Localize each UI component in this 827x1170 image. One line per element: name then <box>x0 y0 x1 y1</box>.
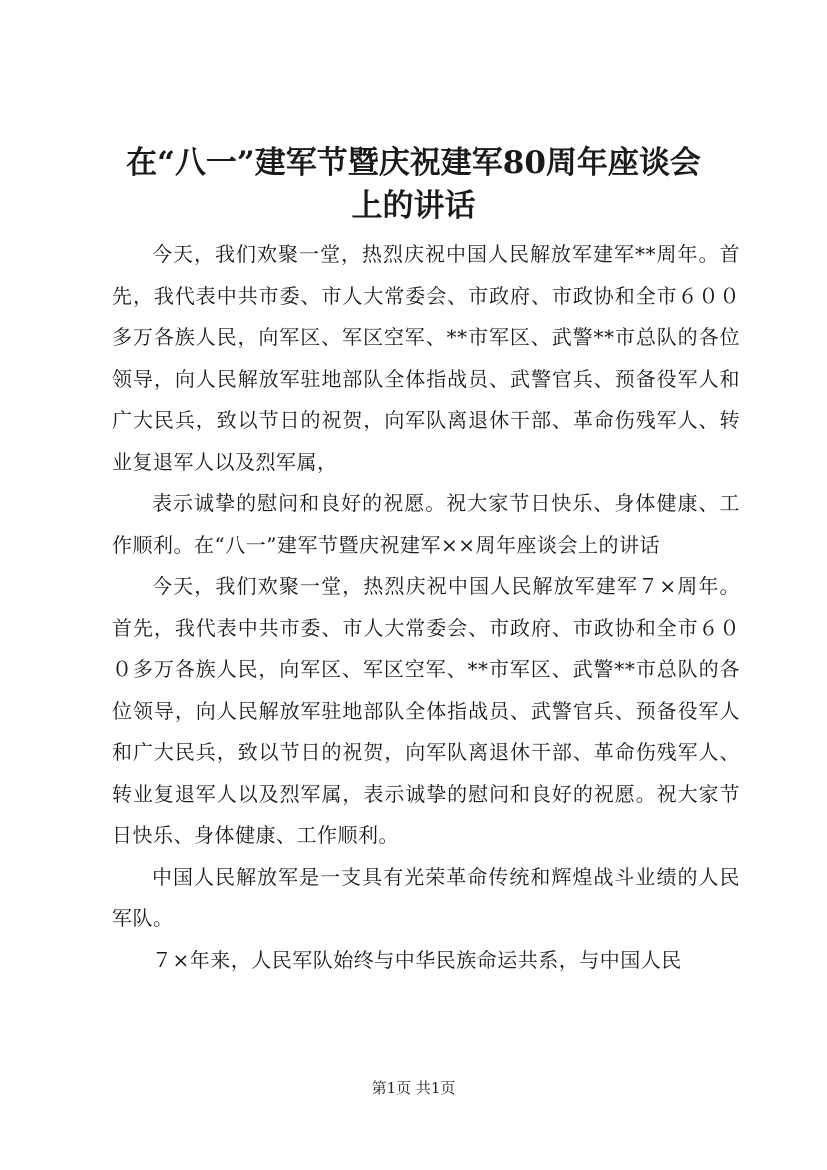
paragraph: 今天，我们欢聚一堂，热烈庆祝中国人民解放军建军７×周年。首先，我代表中共市委、市人大常委会、市政府、市政协和全市６００多万各族人民，向军区、军区空军、**市军区、武警**市总队的各位领导，向人民解放军驻地部队全体指战员、武警官兵、预备役军人和广大民兵，致以节日的祝贺，向军队离退休干部、革命伤残军人、转业复退军人以及烈军属，表示诚挚的慰问和良好的祝愿。祝大家节日快乐、身体健康、工作顺利。 <box>112 574 740 847</box>
title-line-2: 上的讲话 <box>351 188 476 224</box>
paragraph: ７×年来，人民军队始终与中华民族命运共系，与中国人民 <box>152 947 682 972</box>
document-title <box>100 142 727 228</box>
title-line-1: 在“八一”建军节暨庆祝建军80周年座谈会 <box>126 145 701 181</box>
page-footer <box>0 1078 827 1098</box>
document-body <box>112 234 740 981</box>
paragraph: 今天，我们欢聚一堂，热烈庆祝中国人民解放军建军**周年。首先，我代表中共市委、市人大常委会、市政府、市政协和全市６００多万各族人民，向军区、军区空军、**市军区、武警**市总队的各位领导，向人民解放军驻地部队全体指战员、武警官兵、预备役军人和广大民兵，致以节日的祝贺，向军队离退休干部、革命伤残军人、转业复退军人以及烈军属， <box>112 242 740 474</box>
paragraph: 表示诚挚的慰问和良好的祝愿。祝大家节日快乐、身体健康、工作顺利。在“八一”建军节暨庆祝建军××周年座谈会上的讲话 <box>112 491 740 557</box>
page-number: 第1页 共1页 <box>371 1079 456 1097</box>
paragraph: 中国人民解放军是一支具有光荣革命传统和辉煌战斗业绩的人民军队。 <box>112 864 740 930</box>
